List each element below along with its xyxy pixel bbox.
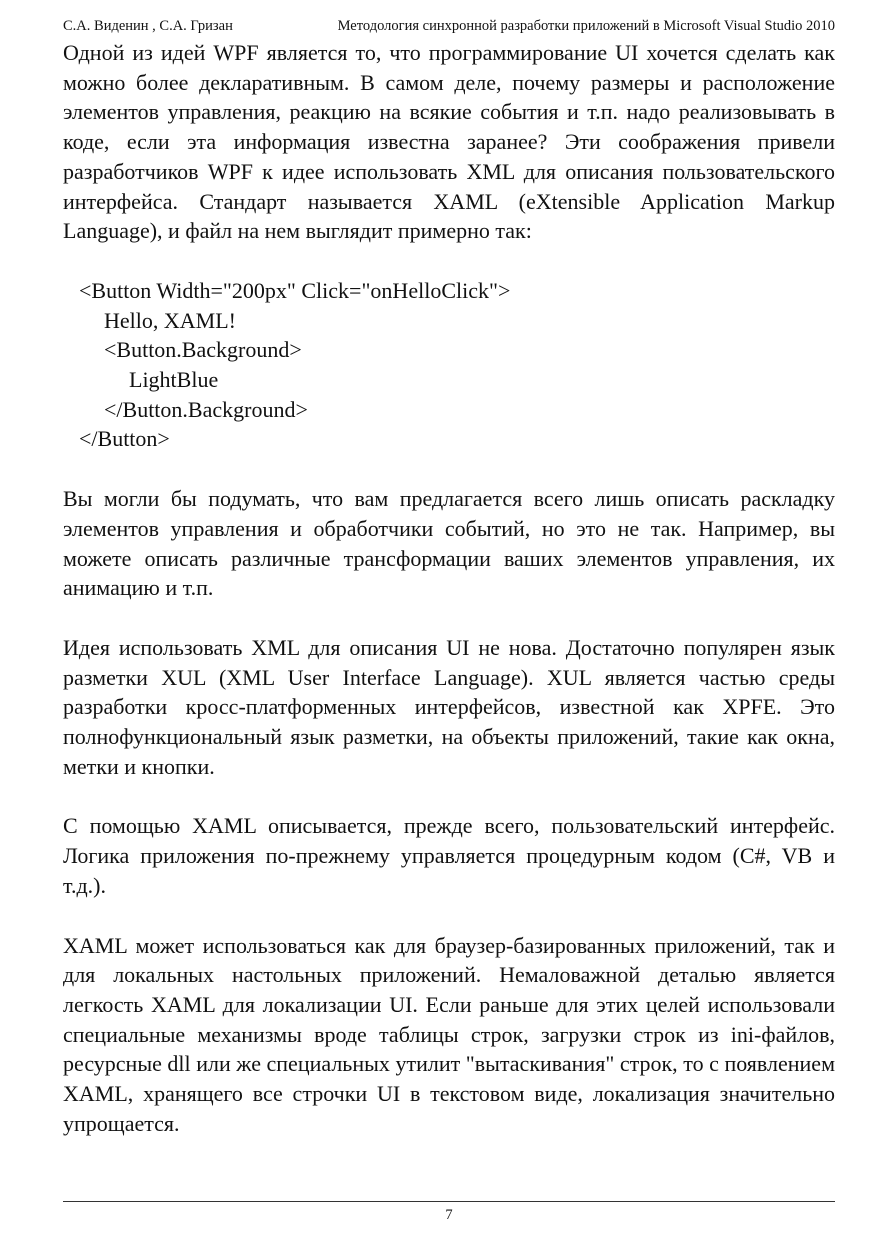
header-authors: С.А. Виденин , С.А. Гризан: [63, 18, 233, 34]
body-text: [63, 38, 835, 1139]
code-line: <Button.Background>: [104, 337, 302, 363]
running-header: [63, 16, 835, 36]
page-number: 7: [445, 1207, 453, 1223]
code-line: Hello, XAML!: [104, 307, 236, 333]
paragraph-logic: С помощью XAML описывается, прежде всего, пользовательский интерфейс. Логика приложения по-прежнему управляется процедурным кодом (C#, VB и т.д.).: [63, 813, 835, 898]
code-line: </Button>: [79, 426, 170, 452]
footer-divider: [63, 1201, 835, 1202]
code-line: LightBlue: [129, 367, 219, 393]
header-title: Методология синхронной разработки приложений в Microsoft Visual Studio 2010: [337, 18, 835, 34]
code-line: </Button.Background>: [104, 396, 308, 422]
paragraph-layout-note: Вы могли бы подумать, что вам предлагается всего лишь описать раскладку элементов управления и обработчики событий, но это не так. Например, вы можете описать различные трансформации ваших элементов управления, их анимацию и т.п.: [63, 486, 835, 601]
paragraph-localization: XAML может использоваться как для браузер-базированных приложений, так и для локальных настольных приложений. Немаловажной деталью является легкость XAML для локализации UI. Если раньше для этих целей использовали специальные механизмы вроде таблицы строк, загрузки строк из ini-файлов, ресурсные dll или же специальных утилит "вытаскивания" строк, то с появлением XAML, хранящего все строчки UI в текстовом виде, локализация значительно упрощается.: [63, 932, 835, 1136]
paragraph-xul: Идея использовать XML для описания UI не нова. Достаточно популярен язык разметки XUL (XML User Interface Language). XUL является частью среды разработки кросс-платформенных интерфейсов, известной как XPFE. Это полнофункциональный язык разметки, на объекты приложений, такие как окна, метки и кнопки.: [63, 634, 835, 779]
xaml-code-example: [63, 276, 835, 454]
code-line: <Button Width="200px" Click="onHelloClick">: [79, 277, 511, 303]
paragraph-wpf-intro: Одной из идей WPF является то, что программирование UI хочется сделать как можно более декларативным. В самом деле, почему размеры и расположение элементов управления, реакцию на всякие события и т.п. надо реализовывать в коде, если эта информация известна заранее? Эти соображения привели разработчиков WPF к идее использовать XML для описания пользовательского интерфейса. Стандарт называется XAML (eXtensible Application Markup Language), и файл на нем выглядит примерно так:: [63, 40, 835, 244]
